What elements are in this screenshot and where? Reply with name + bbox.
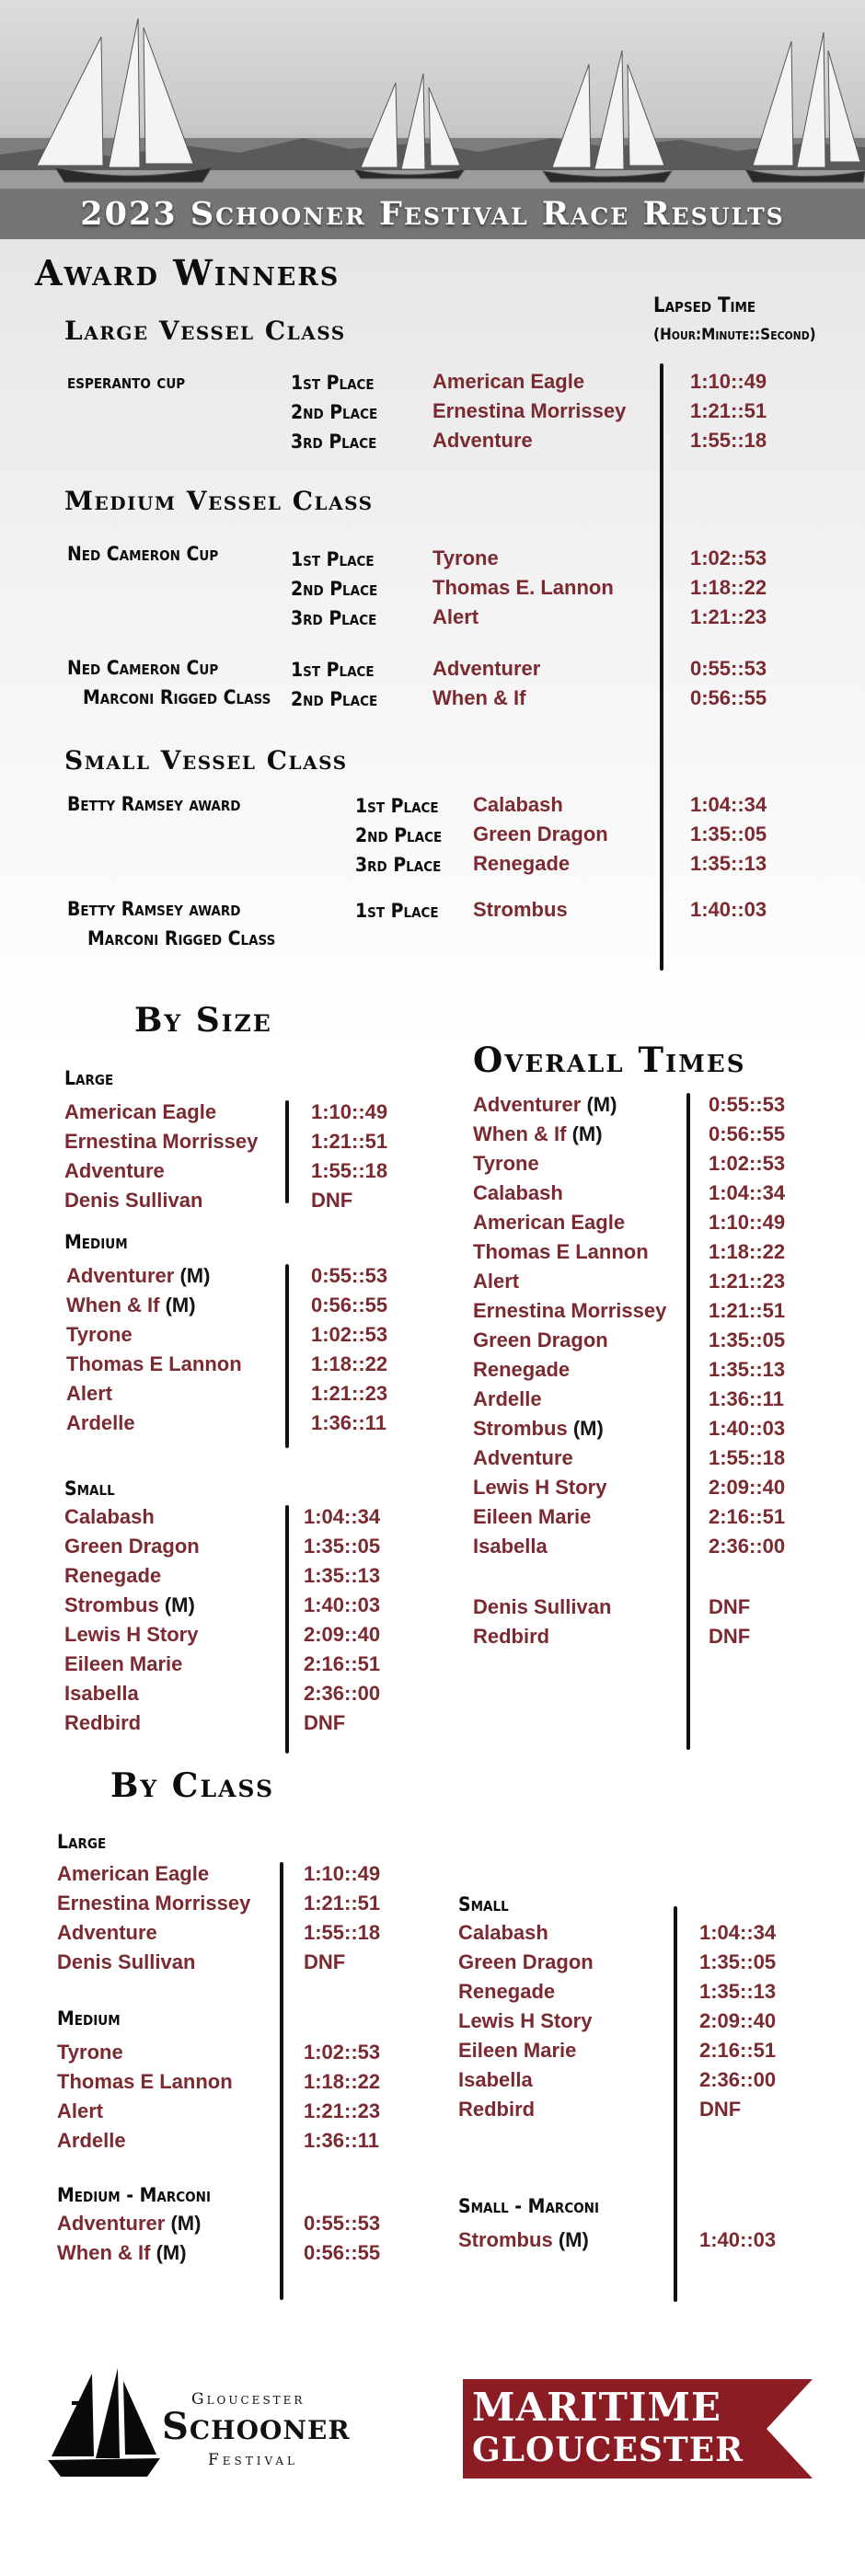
lapsed-time: 1:35::13 bbox=[304, 1564, 381, 1587]
vessel-name-text: Strombus bbox=[64, 1593, 159, 1616]
place-label: 2nd Place bbox=[291, 578, 378, 600]
lapsed-time: 2:09::40 bbox=[699, 2009, 777, 2032]
lapsed-time: 1:36::11 bbox=[304, 2129, 379, 2152]
place-label: 2nd Place bbox=[355, 824, 443, 846]
marconi-marker: (M) bbox=[586, 1093, 617, 1116]
vessel-name bbox=[57, 1862, 209, 1886]
vessel-name bbox=[57, 1950, 195, 1974]
vessel-name bbox=[66, 1323, 133, 1347]
vessel-name-text: Tyrone bbox=[66, 1323, 133, 1346]
lapsed-time: 1:55::18 bbox=[709, 1446, 786, 1469]
vessel-name-text: Strombus bbox=[473, 898, 568, 921]
by-class-right-divider bbox=[674, 1906, 677, 2302]
lapsed-time: 1:40::03 bbox=[709, 1417, 786, 1440]
vessel-name-text: Lewis H Story bbox=[458, 2009, 593, 2032]
vessel-name-text: When & If bbox=[473, 1122, 567, 1145]
vessel-name bbox=[473, 1625, 549, 1649]
lapsed-time: 1:40::03 bbox=[699, 2228, 777, 2251]
lapsed-time: DNF bbox=[709, 1625, 751, 1648]
vessel-name bbox=[458, 2228, 589, 2252]
by-class-medium-label: Medium bbox=[57, 2007, 121, 2030]
place-label: 3rd Place bbox=[291, 431, 377, 453]
lapsed-time: 2:16::51 bbox=[699, 2039, 777, 2062]
by-class-left-divider bbox=[280, 1862, 283, 2300]
lapsed-time: 1:35::13 bbox=[699, 1980, 777, 2003]
lapsed-time: 1:02::53 bbox=[709, 1152, 786, 1175]
vessel-name bbox=[64, 1652, 182, 1676]
vessel-name bbox=[473, 1240, 649, 1264]
lapsed-time: 1:10::49 bbox=[709, 1211, 786, 1234]
vessel-name bbox=[458, 2009, 592, 2033]
place-label: 1st Place bbox=[291, 372, 375, 394]
lapsed-time: 1:04::34 bbox=[304, 1505, 381, 1528]
vessel-name bbox=[66, 1411, 135, 1435]
lapsed-time: DNF bbox=[304, 1711, 346, 1734]
vessel-name-text: Eileen Marie bbox=[458, 2039, 577, 2062]
lapsed-time: 1:18::22 bbox=[709, 1240, 786, 1263]
lapsed-time: 0:56::55 bbox=[709, 1122, 786, 1145]
vessel-name-text: Redbird bbox=[64, 1711, 142, 1734]
vessel-name bbox=[64, 1564, 161, 1588]
lapsed-time: 1:10::49 bbox=[311, 1100, 388, 1123]
marconi-marker: (M) bbox=[156, 2241, 187, 2264]
vessel-name bbox=[458, 1921, 548, 1945]
lapsed-time: 1:35::05 bbox=[690, 822, 767, 845]
vessel-name-text: Adventure bbox=[432, 429, 533, 452]
by-size-medium-divider bbox=[285, 1264, 289, 1448]
vessel-name-text: Ernestina Morrissey bbox=[64, 1130, 259, 1153]
lapsed-time: 1:35::13 bbox=[690, 852, 767, 875]
vessel-name-text: When & If bbox=[57, 2241, 151, 2264]
vessel-name-text: Adventurer bbox=[432, 657, 541, 680]
marconi-marker: (M) bbox=[164, 1593, 195, 1616]
lapsed-time: 1:18::22 bbox=[311, 1352, 388, 1375]
place-label: 1st Place bbox=[355, 900, 439, 922]
place-label: 2nd Place bbox=[291, 401, 378, 423]
medium-vessel-heading: Medium Vessel Class bbox=[64, 486, 374, 516]
vessel-name bbox=[458, 2039, 576, 2063]
lapsed-time: 1:35::05 bbox=[304, 1535, 381, 1558]
vessel-name-text: Renegade bbox=[473, 852, 571, 875]
vessel-name-text: When & If bbox=[66, 1294, 160, 1317]
lapsed-time: 0:55::53 bbox=[311, 1264, 388, 1287]
betty-ramsey-label: Betty Ramsey award bbox=[67, 793, 241, 815]
vessel-name-text: Adventure bbox=[57, 1921, 157, 1944]
vessel-name-text: Ardelle bbox=[66, 1411, 135, 1434]
vessel-name bbox=[57, 2041, 123, 2064]
by-size-heading: By Size bbox=[134, 1001, 272, 1040]
festival-logo-line3: Festival bbox=[208, 2451, 299, 2469]
vessel-name bbox=[66, 1294, 196, 1317]
schooner-festival-logo bbox=[44, 2364, 431, 2484]
vessel-name bbox=[66, 1382, 112, 1406]
place-label: 1st Place bbox=[291, 659, 375, 681]
lapsed-time: 2:16::51 bbox=[304, 1652, 381, 1675]
vessel-name-text: American Eagle bbox=[432, 370, 585, 393]
vessel-name bbox=[458, 2068, 533, 2092]
lapsed-time: 2:36::00 bbox=[304, 1682, 381, 1705]
marconi-marker: (M) bbox=[572, 1417, 604, 1440]
betty-ramsey-marconi-sub: Marconi Rigged Class bbox=[87, 927, 276, 949]
vessel-name-text: Adventurer bbox=[473, 1093, 582, 1116]
vessel-name bbox=[473, 1122, 603, 1146]
vessel-name-text: Alert bbox=[473, 1270, 520, 1293]
vessel-name-text: Denis Sullivan bbox=[64, 1189, 203, 1212]
lapsed-time: 1:04::34 bbox=[699, 1921, 777, 1944]
vessel-name bbox=[57, 1892, 250, 1915]
ned-cameron-marconi-sub: Marconi Rigged Class bbox=[83, 686, 271, 708]
lapsed-time: 1:21::51 bbox=[709, 1299, 786, 1322]
vessel-name bbox=[64, 1130, 258, 1154]
vessel-name bbox=[432, 657, 540, 681]
vessel-name-text: Renegade bbox=[473, 1358, 571, 1381]
vessel-name-text: Lewis H Story bbox=[64, 1623, 199, 1646]
lapsed-time: 1:35::05 bbox=[709, 1328, 786, 1351]
lapsed-time: 0:55::53 bbox=[690, 657, 767, 680]
vessel-name bbox=[473, 1446, 573, 1470]
lapsed-time: 1:40::03 bbox=[304, 1593, 381, 1616]
vessel-name bbox=[64, 1535, 200, 1558]
place-label: 1st Place bbox=[291, 548, 375, 570]
marconi-marker: (M) bbox=[170, 2212, 202, 2235]
lapsed-time: DNF bbox=[709, 1595, 751, 1618]
vessel-name-text: Adventurer bbox=[57, 2212, 166, 2235]
vessel-name bbox=[473, 1505, 591, 1529]
vessel-name-text: Calabash bbox=[64, 1505, 155, 1528]
lapsed-time: 1:02::53 bbox=[311, 1323, 388, 1346]
vessel-name-text: American Eagle bbox=[57, 1862, 210, 1885]
festival-logo-line2: Schooner bbox=[162, 2405, 351, 2448]
place-label: 3rd Place bbox=[355, 854, 442, 876]
lapsed-time: 1:18::22 bbox=[304, 2070, 381, 2093]
by-size-large-label: Large bbox=[64, 1067, 114, 1089]
vessel-name-text: Tyrone bbox=[473, 1152, 539, 1175]
vessel-name bbox=[66, 1264, 210, 1288]
vessel-name-text: Renegade bbox=[64, 1564, 162, 1587]
lapsed-time: 1:21::23 bbox=[304, 2099, 381, 2122]
vessel-name-text: Isabella bbox=[473, 1535, 548, 1558]
vessel-name-text: Denis Sullivan bbox=[57, 1950, 196, 1973]
award-winners-heading: Award Winners bbox=[35, 252, 340, 293]
vessel-name-text: Calabash bbox=[458, 1921, 548, 1944]
page-title: 2023 Schooner Festival Race Results bbox=[80, 195, 785, 233]
vessel-name-text: Ernestina Morrissey bbox=[432, 399, 627, 422]
festival-logo-line1: Gloucester bbox=[191, 2390, 306, 2409]
large-vessel-heading: Large Vessel Class bbox=[64, 316, 346, 346]
place-label: 1st Place bbox=[355, 795, 439, 817]
small-vessel-heading: Small Vessel Class bbox=[64, 745, 348, 776]
vessel-name bbox=[473, 793, 563, 817]
vessel-name-text: Isabella bbox=[458, 2068, 533, 2091]
lapsed-time: 1:21::51 bbox=[311, 1130, 388, 1153]
lapsed-time: 0:56::55 bbox=[690, 686, 767, 709]
vessel-name bbox=[473, 1328, 608, 1352]
vessel-name-text: Eileen Marie bbox=[64, 1652, 183, 1675]
overall-divider bbox=[686, 1093, 690, 1750]
vessel-name bbox=[473, 1595, 611, 1619]
lapsed-time: 0:55::53 bbox=[304, 2212, 381, 2235]
lapsed-time: 1:04::34 bbox=[709, 1181, 786, 1204]
vessel-name bbox=[473, 1535, 548, 1558]
vessel-name bbox=[473, 898, 568, 922]
vessel-name bbox=[473, 1417, 604, 1441]
lapsed-time: 1:21::23 bbox=[690, 605, 767, 628]
vessel-name-text: Alert bbox=[432, 605, 479, 628]
vessel-name bbox=[64, 1623, 198, 1647]
by-size-large-divider bbox=[285, 1100, 289, 1203]
lapsed-time: 1:35::13 bbox=[709, 1358, 786, 1381]
by-size-medium-label: Medium bbox=[64, 1231, 128, 1253]
lapsed-time: 1:02::53 bbox=[690, 546, 767, 569]
vessel-name-text: Redbird bbox=[458, 2098, 536, 2121]
lapsed-time: 1:35::05 bbox=[699, 1950, 777, 1973]
lapsed-time: 1:36::11 bbox=[311, 1411, 386, 1434]
vessel-name-text: Strombus bbox=[458, 2228, 553, 2251]
schooner-silhouette-icon bbox=[44, 2364, 164, 2484]
vessel-name bbox=[64, 1593, 195, 1617]
vessel-name-text: Denis Sullivan bbox=[473, 1595, 612, 1618]
lapsed-time: DNF bbox=[311, 1189, 353, 1212]
vessel-name bbox=[432, 605, 479, 629]
lapsed-time: 1:55::18 bbox=[311, 1159, 388, 1182]
vessel-name bbox=[458, 1950, 594, 1974]
vessel-name-text: Green Dragon bbox=[473, 1328, 608, 1351]
vessel-name bbox=[57, 2099, 103, 2123]
vessel-name-text: Calabash bbox=[473, 793, 563, 816]
vessel-name-text: Thomas E. Lannon bbox=[432, 576, 614, 599]
vessel-name-text: Thomas E Lannon bbox=[473, 1240, 649, 1263]
place-label: 2nd Place bbox=[291, 688, 378, 710]
by-class-heading: By Class bbox=[110, 1766, 274, 1805]
vessel-name bbox=[66, 1352, 242, 1376]
vessel-name bbox=[64, 1711, 141, 1735]
lapsed-time: 1:55::18 bbox=[690, 429, 767, 452]
ned-cameron-marconi-label: Ned Cameron Cup bbox=[67, 657, 219, 679]
by-size-small-divider bbox=[285, 1505, 289, 1754]
lapsed-time: 2:09::40 bbox=[304, 1623, 381, 1646]
vessel-name bbox=[57, 2241, 187, 2265]
vessel-name-text: Thomas E Lannon bbox=[57, 2070, 233, 2093]
vessel-name bbox=[64, 1189, 202, 1213]
by-class-small-label: Small bbox=[458, 1893, 509, 1915]
vessel-name-text: Alert bbox=[66, 1382, 113, 1405]
lapsed-time: 1:04::34 bbox=[690, 793, 767, 816]
lapsed-time: 1:55::18 bbox=[304, 1921, 381, 1944]
lapsed-time: 1:18::22 bbox=[690, 576, 767, 599]
vessel-name-text: Green Dragon bbox=[64, 1535, 200, 1558]
lapsed-time: 1:40::03 bbox=[690, 898, 767, 921]
maritime-gloucester-logo bbox=[463, 2379, 813, 2478]
vessel-name bbox=[473, 822, 608, 846]
vessel-name bbox=[473, 852, 570, 876]
vessel-name-text: Ernestina Morrissey bbox=[57, 1892, 251, 1915]
vessel-name-text: American Eagle bbox=[64, 1100, 217, 1123]
lapsed-time: 1:21::51 bbox=[690, 399, 767, 422]
vessel-name-text: Adventurer bbox=[66, 1264, 175, 1287]
vessel-name bbox=[64, 1100, 216, 1124]
hero-banner bbox=[0, 0, 865, 239]
vessel-name bbox=[473, 1181, 563, 1205]
lapsed-time: 0:56::55 bbox=[311, 1294, 388, 1317]
vessel-name bbox=[458, 2098, 535, 2122]
vessel-name-text: Green Dragon bbox=[473, 822, 608, 845]
vessel-name-text: Green Dragon bbox=[458, 1950, 594, 1973]
award-divider-line bbox=[660, 363, 663, 971]
lapsed-time: 1:02::53 bbox=[304, 2041, 381, 2064]
vessel-name bbox=[64, 1159, 165, 1183]
vessel-name-text: Thomas E Lannon bbox=[66, 1352, 242, 1375]
vessel-name-text: Tyrone bbox=[432, 546, 499, 569]
vessel-name bbox=[473, 1270, 519, 1294]
by-class-medium-marconi-label: Medium - Marconi bbox=[57, 2184, 211, 2206]
vessel-name-text: Lewis H Story bbox=[473, 1476, 607, 1499]
vessel-name-text: Strombus bbox=[473, 1417, 568, 1440]
vessel-name bbox=[432, 546, 499, 570]
vessel-name bbox=[64, 1682, 139, 1706]
marconi-marker: (M) bbox=[165, 1294, 196, 1317]
lapsed-time: 2:36::00 bbox=[709, 1535, 786, 1558]
lapsed-time: 0:56::55 bbox=[304, 2241, 381, 2264]
vessel-name-text: Renegade bbox=[458, 1980, 556, 2003]
vessel-name bbox=[473, 1152, 539, 1176]
vessel-name-text: When & If bbox=[432, 686, 526, 709]
lapsed-time: 1:36::11 bbox=[709, 1387, 784, 1410]
vessel-name-text: American Eagle bbox=[473, 1211, 626, 1234]
vessel-name-text: Ardelle bbox=[473, 1387, 542, 1410]
lapsed-time: 1:21::51 bbox=[304, 1892, 381, 1915]
vessel-name bbox=[432, 576, 614, 600]
vessel-name bbox=[473, 1387, 542, 1411]
by-class-small-marconi-label: Small - Marconi bbox=[458, 2195, 599, 2217]
vessel-name-text: Ardelle bbox=[57, 2129, 126, 2152]
vessel-name bbox=[57, 1921, 157, 1945]
lapsed-time-label: Lapsed Time bbox=[653, 294, 756, 317]
vessel-name bbox=[432, 370, 584, 394]
vessel-name bbox=[473, 1299, 666, 1323]
vessel-name-text: Redbird bbox=[473, 1625, 550, 1648]
lapsed-time: 2:16::51 bbox=[709, 1505, 786, 1528]
by-size-small-label: Small bbox=[64, 1478, 115, 1500]
lapsed-time: 1:10::49 bbox=[690, 370, 767, 393]
vessel-name-text: Isabella bbox=[64, 1682, 139, 1705]
lapsed-time: 1:21::23 bbox=[709, 1270, 786, 1293]
vessel-name-text: Eileen Marie bbox=[473, 1505, 592, 1528]
place-label: 3rd Place bbox=[291, 607, 377, 629]
lapsed-time: DNF bbox=[304, 1950, 346, 1973]
vessel-name bbox=[64, 1505, 155, 1529]
vessel-name bbox=[57, 2129, 126, 2153]
betty-ramsey-marconi-label: Betty Ramsey award bbox=[67, 898, 241, 920]
vessel-name-text: Adventure bbox=[64, 1159, 165, 1182]
vessel-name bbox=[458, 1980, 555, 2004]
ned-cameron-cup-label: Ned Cameron Cup bbox=[67, 543, 219, 565]
vessel-name-text: Tyrone bbox=[57, 2041, 123, 2064]
by-class-large-label: Large bbox=[57, 1831, 107, 1853]
lapsed-time: 0:55::53 bbox=[709, 1093, 786, 1116]
vessel-name bbox=[57, 2070, 233, 2094]
lapsed-time: 2:09::40 bbox=[709, 1476, 786, 1499]
lapsed-time: 2:36::00 bbox=[699, 2068, 777, 2091]
marconi-marker: (M) bbox=[571, 1122, 603, 1145]
marconi-marker: (M) bbox=[179, 1264, 211, 1287]
lapsed-time: 1:10::49 bbox=[304, 1862, 381, 1885]
vessel-name bbox=[473, 1476, 606, 1500]
overall-times-heading: Overall Times bbox=[473, 1040, 746, 1080]
vessel-name bbox=[473, 1358, 570, 1382]
vessel-name-text: Calabash bbox=[473, 1181, 563, 1204]
vessel-name bbox=[473, 1211, 625, 1235]
vessel-name bbox=[57, 2212, 201, 2236]
vessel-name-text: Adventure bbox=[473, 1446, 573, 1469]
lapsed-time: DNF bbox=[699, 2098, 742, 2121]
vessel-name bbox=[432, 399, 626, 423]
esperanto-cup-label: esperanto cup bbox=[67, 371, 186, 393]
maritime-logo-line1: MARITIME bbox=[472, 2385, 722, 2430]
marconi-marker: (M) bbox=[558, 2228, 589, 2251]
vessel-name-text: Alert bbox=[57, 2099, 104, 2122]
maritime-logo-line2: GLOUCESTER bbox=[472, 2431, 744, 2469]
lapsed-time-format: (Hour:Minute::Second) bbox=[653, 326, 816, 344]
lapsed-time: 1:21::23 bbox=[311, 1382, 388, 1405]
vessel-name-text: Ernestina Morrissey bbox=[473, 1299, 667, 1322]
vessel-name bbox=[473, 1093, 617, 1117]
vessel-name bbox=[432, 429, 533, 453]
vessel-name bbox=[432, 686, 525, 710]
